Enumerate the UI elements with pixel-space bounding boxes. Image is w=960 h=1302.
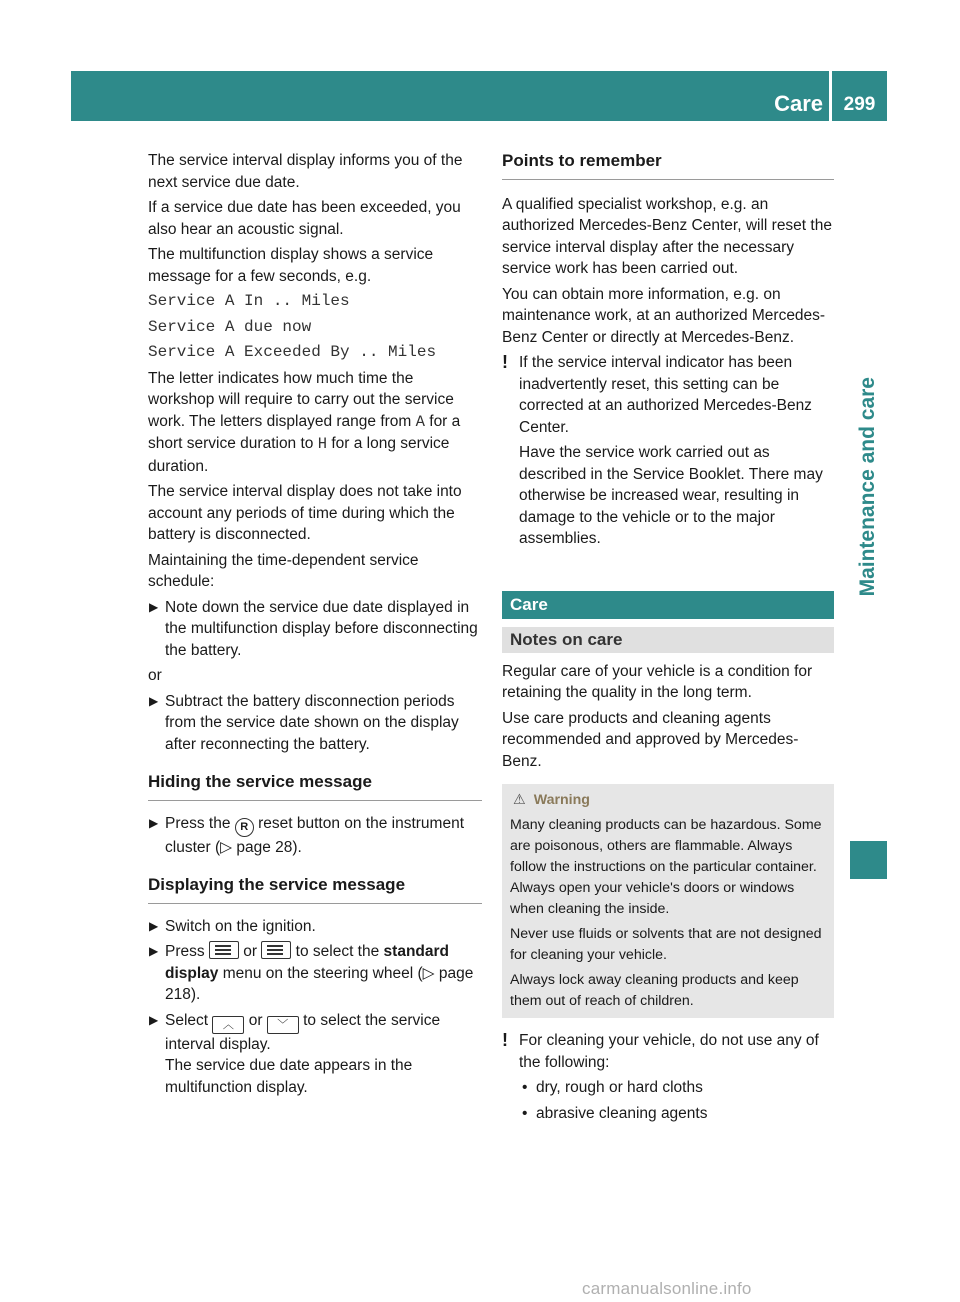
subsection-bar-notes: Notes on care (502, 627, 834, 653)
warning-triangle-icon: ⚠ (513, 792, 526, 808)
step-select-service: ▶ Select ︿ or ﹀ to select the service interval display. The service due date appears in the multifunction display. (149, 1011, 441, 1096)
watermark: carmanualsonline.info (582, 1279, 752, 1298)
left-column (148, 150, 482, 1102)
step-note-date: ▶ Note down the service due date displayed in the multifunction display before disconnecting the battery. (149, 598, 478, 659)
page-header (71, 71, 887, 121)
letter-paragraph: The letter indicates how much time the workshop will require to carry out the service work. The letters displayed range from A for a short service duration to H for a long service duration. (148, 369, 461, 475)
page-number: 299 (843, 94, 876, 115)
acoustic-paragraph: If a service due date has been exceeded, you also hear an acoustic signal. (148, 199, 461, 238)
note-cleaning: ! For cleaning your vehicle, do not use any of the following: (502, 1030, 819, 1071)
step-arrow-icon: ▶ (149, 599, 159, 614)
warning-box (502, 784, 834, 1018)
step-arrow-icon: ▶ (149, 693, 159, 708)
service-message-1: Service A In .. Miles (148, 292, 350, 310)
step-hide: ▶ Press the R reset button on the instrument cluster (▷ page 28). (149, 814, 465, 856)
menu-back-button-icon (209, 941, 239, 959)
battery-paragraph: The service interval display does not take into account any periods of time during which the battery is disconnected. (148, 483, 462, 543)
step-arrow-icon: ▶ (149, 815, 159, 830)
products-paragraph: Use care products and cleaning agents recommended and approved by Mercedes-Benz. (502, 709, 799, 770)
schedule-paragraph: Maintaining the time-dependent service schedule: (148, 551, 419, 590)
step-press-menu: ▶ Press or to select the standard display menu on the steering wheel (▷ page 218). (149, 943, 474, 1003)
step-ignition: ▶ Switch on the ignition. (148, 916, 482, 938)
message-paragraph: The multifunction display shows a service message for a few seconds, e.g. (148, 246, 434, 285)
menu-forward-button-icon (261, 941, 291, 959)
section-title: Care (774, 91, 823, 116)
heading-points: Points to remember (502, 150, 834, 180)
step-arrow-icon: ▶ (149, 944, 159, 958)
step-subtract: ▶ Subtract the battery disconnection periods from the service date shown on the display after reconnecting the battery. (149, 692, 459, 753)
down-button-icon: ﹀ (267, 1016, 299, 1034)
note-icon: ! (502, 352, 508, 372)
step-result: The service due date appears in the multifunction display. (165, 1057, 413, 1096)
or-text: or (148, 667, 162, 684)
header-divider (829, 71, 832, 121)
list-item: • dry, rough or hard cloths (522, 1079, 703, 1096)
side-tab-block (850, 841, 887, 879)
step-arrow-icon: ▶ (149, 918, 159, 933)
heading-displaying: Displaying the service message (148, 874, 482, 904)
info-paragraph: You can obtain more information, e.g. on maintenance work, at an authorized Mercedes-Benz Center or directly at Mercedes-Benz. (502, 285, 826, 346)
note-reset: ! If the service interval indicator has been inadvertently reset, this setting can be corrected at an authorized Mercedes-Benz Center. Have the service work carried out as described in the Service Booklet. There may otherwise be increased wear, resulting in damage to the vehicle or to the major assemblies. (502, 352, 823, 547)
warning-paragraph-3: Always lock away cleaning products and keep them out of reach of children. (510, 972, 799, 1009)
care-paragraph: Regular care of your vehicle is a condition for retaining the quality in the long term. (502, 662, 813, 701)
note-icon: ! (502, 1030, 508, 1050)
intro-paragraph: The service interval display informs you of the next service due date. (148, 152, 463, 191)
warning-title: ⚠ Warning (510, 790, 826, 811)
section-bar-care: Care (502, 591, 834, 619)
warning-paragraph-1: Many cleaning products can be hazardous. Some are poisonous, others are flammable. Always follow the instructions on the particular container. Always open your vehicle's doors or windows when cleaning the inside. (510, 817, 822, 917)
right-column (502, 150, 834, 1128)
service-message-2: Service A due now (148, 317, 312, 336)
service-message-3: Service A Exceeded By .. Miles (148, 343, 437, 361)
page-ref-link[interactable]: ▷ page 218 (165, 964, 474, 1003)
up-button-icon: ︿ (212, 1016, 244, 1034)
heading-hiding: Hiding the service message (148, 771, 482, 801)
page-ref-link[interactable]: ▷ page 28 (220, 838, 293, 856)
warning-paragraph-2: Never use fluids or solvents that are not designed for cleaning your vehicle. (510, 926, 822, 963)
side-tab-label: Maintenance and care (856, 377, 879, 597)
step-arrow-icon: ▶ (149, 1012, 159, 1027)
reset-button-icon: R (235, 818, 254, 837)
workshop-paragraph: A qualified specialist workshop, e.g. an authorized Mercedes-Benz Center, will reset the service interval display after the necessary service work has been carried out. (502, 195, 832, 277)
list-item: • abrasive cleaning agents (522, 1104, 708, 1122)
